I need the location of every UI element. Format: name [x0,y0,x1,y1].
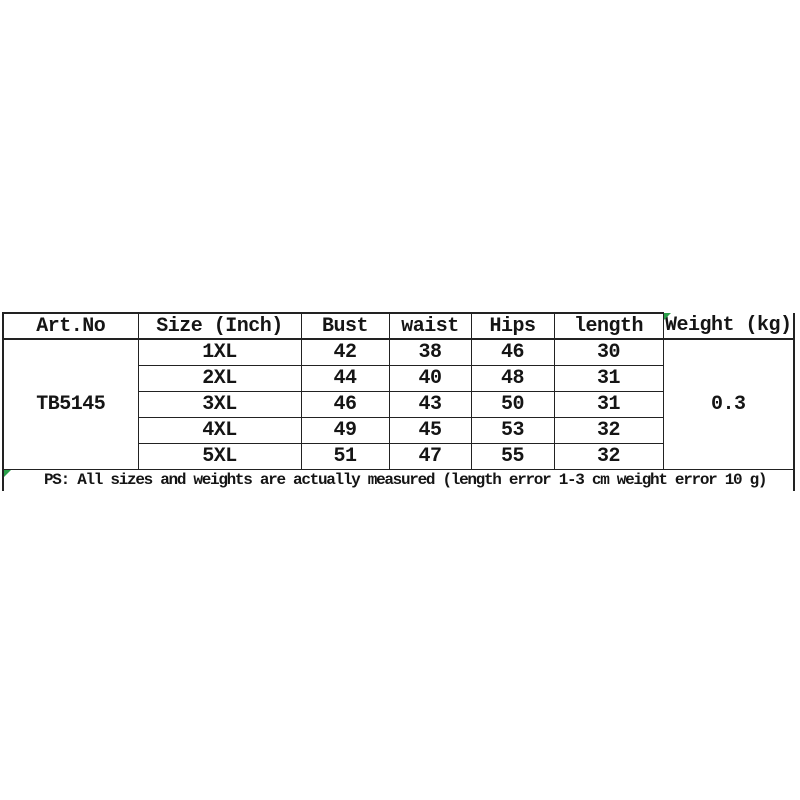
weight-value-cell: 0.3 [663,339,794,469]
header-cell-art-no: Art.No [3,313,138,339]
header-cell-bust: Bust [301,313,389,339]
size-cell: 1XL [138,339,301,365]
bust-cell: 49 [301,417,389,443]
header-cell-weight-label: Weight (kg) [664,314,792,337]
hips-cell: 48 [471,365,554,391]
art-no-value-cell: TB5145 [3,339,138,469]
green-corner-flag-icon [664,313,671,320]
hips-cell: 53 [471,417,554,443]
length-cell: 30 [554,339,663,365]
hips-cell: 55 [471,443,554,469]
header-cell-hips: Hips [471,313,554,339]
green-corner-flag-icon [4,470,11,477]
length-cell: 31 [554,365,663,391]
size-chart [2,312,793,491]
header-cell-weight [663,313,794,339]
header-cell-size: Size (Inch) [138,313,301,339]
header-row [3,313,794,339]
waist-cell: 47 [389,443,471,469]
waist-cell: 40 [389,365,471,391]
measurement-note-text: PS: All sizes and weights are actually measured (length error 1-3 cm weight error 10 g) [44,471,767,490]
bust-cell: 51 [301,443,389,469]
bust-cell: 46 [301,391,389,417]
size-cell: 3XL [138,391,301,417]
length-cell: 32 [554,417,663,443]
hips-cell: 50 [471,391,554,417]
bust-cell: 42 [301,339,389,365]
waist-cell: 38 [389,339,471,365]
length-cell: 31 [554,391,663,417]
note-row [3,469,794,491]
size-cell: 5XL [138,443,301,469]
measurement-note-cell [3,469,794,491]
waist-cell: 43 [389,391,471,417]
hips-cell: 46 [471,339,554,365]
header-cell-waist: waist [389,313,471,339]
size-chart-table [2,312,795,491]
size-cell: 2XL [138,365,301,391]
header-cell-length: length [554,313,663,339]
waist-cell: 45 [389,417,471,443]
length-cell: 32 [554,443,663,469]
size-cell: 4XL [138,417,301,443]
bust-cell: 44 [301,365,389,391]
size-row-1xl [3,339,794,365]
